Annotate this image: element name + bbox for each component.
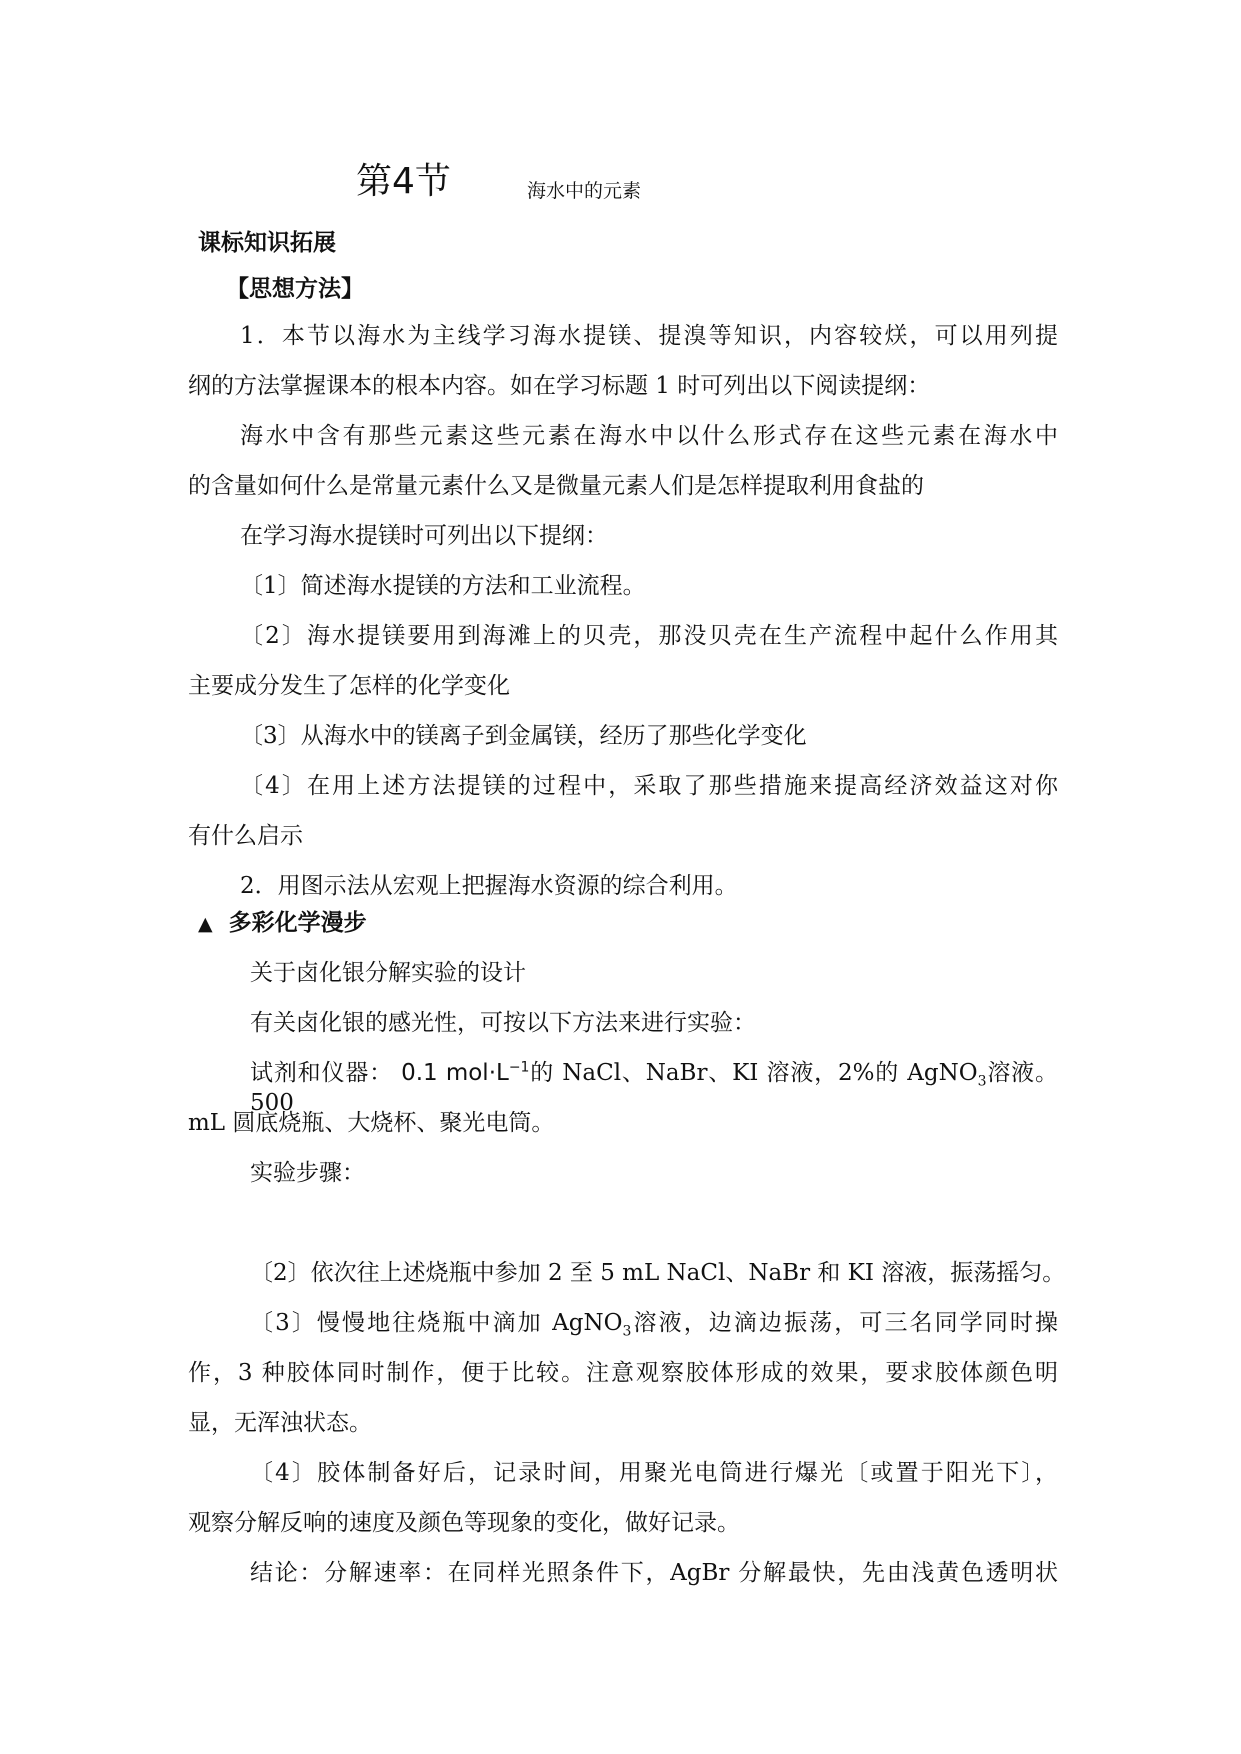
reagents-list: 的 NaCl、NaBr、KI 溶液，2%的 AgNO [529, 1060, 978, 1086]
heading-text: 多彩化学漫步 [228, 910, 367, 936]
conclusion: 结论：分解速率：在同样光照条件下，AgBr 分解最快，先由浅黄色透明状 [250, 1560, 1058, 1586]
reagents-line-2: mL 圆底烧瓶、大烧杯、聚光电筒。 [188, 1110, 555, 1136]
section-title: 海水中的元素 [527, 180, 642, 202]
paragraph-line: 2．用图示法从宏观上把握海水资源的综合利用。 [240, 873, 738, 899]
outline-item-4: 〔4〕在用上述方法提镁的过程中，采取了那些措施来提高经济效益这对你 [240, 773, 1058, 799]
heading-methods: 【思想方法】 [226, 276, 364, 302]
outline-item-1: 〔1〕简述海水提镁的方法和工业流程。 [240, 573, 646, 599]
paragraph-line: 在学习海水提镁时可列出以下提纲： [240, 523, 608, 549]
experiment-title: 关于卤化银分解实验的设计 [250, 960, 526, 986]
experiment-intro: 有关卤化银的感光性，可按以下方法来进行实验： [250, 1010, 756, 1036]
paragraph-line: 的含量如何什么是常量元素什么又是微量元素人们是怎样提取利用食盐的 [188, 473, 924, 499]
step-3-cont: 作，3 种胶体同时制作，便于比较。注意观察胶体形成的效果，要求胶体颜色明 [188, 1360, 1058, 1386]
step-3-cont-2: 显，无浑浊状态。 [188, 1410, 372, 1436]
section-number: 第4节 [356, 161, 451, 202]
paragraph-line: 海水中含有那些元素这些元素在海水中以什么形式存在这些元素在海水中 [240, 423, 1058, 449]
step-3-start: 〔3〕慢慢地往烧瓶中滴加 AgNO [250, 1310, 623, 1336]
step-3 [250, 1308, 1058, 1338]
outline-item-3: 〔3〕从海水中的镁离子到金属镁，经历了那些化学变化 [240, 723, 807, 749]
step-3-end: 溶液，边滴边振荡，可三名同学同时操 [631, 1310, 1058, 1336]
triangle-icon: ▲ [198, 913, 213, 935]
step-2: 〔2〕依次往上述烧瓶中参加 2 至 5 mL NaCl、NaBr 和 KI 溶液，振荡摇匀。 [250, 1260, 1066, 1286]
concentration: 0.1 mol·L [401, 1060, 509, 1086]
outline-item-2-cont: 主要成分发生了怎样的化学变化 [188, 673, 510, 699]
steps-label: 实验步骤： [250, 1160, 365, 1186]
subscript: 3 [977, 1073, 987, 1090]
step-4: 〔4〕胶体制备好后，记录时间，用聚光电筒进行爆光〔或置于阳光下〕， [250, 1460, 1058, 1486]
paragraph-line: 纲的方法掌握课本的根本内容。如在学习标题 1 时可列出以下阅读提纲： [188, 373, 931, 399]
heading-curriculum: 课标知识拓展 [198, 230, 336, 256]
outline-item-2: 〔2〕海水提镁要用到海滩上的贝壳，那没贝壳在生产流程中起什么作用其 [240, 623, 1058, 649]
concentration-exponent: −1 [508, 1059, 530, 1076]
paragraph-line: 1．本节以海水为主线学习海水提镁、提溴等知识，内容较烪，可以用列提 [240, 323, 1058, 349]
subscript: 3 [622, 1323, 632, 1340]
reagents-list-end: 溶液。500 [250, 1060, 1058, 1116]
heading-chemistry-walk [198, 908, 367, 939]
step-4-cont: 观察分解反响的速度及颜色等现象的变化，做好记录。 [188, 1510, 740, 1536]
reagents-label: 试剂和仪器： [250, 1060, 393, 1086]
outline-item-4-cont: 有什么启示 [188, 823, 303, 849]
